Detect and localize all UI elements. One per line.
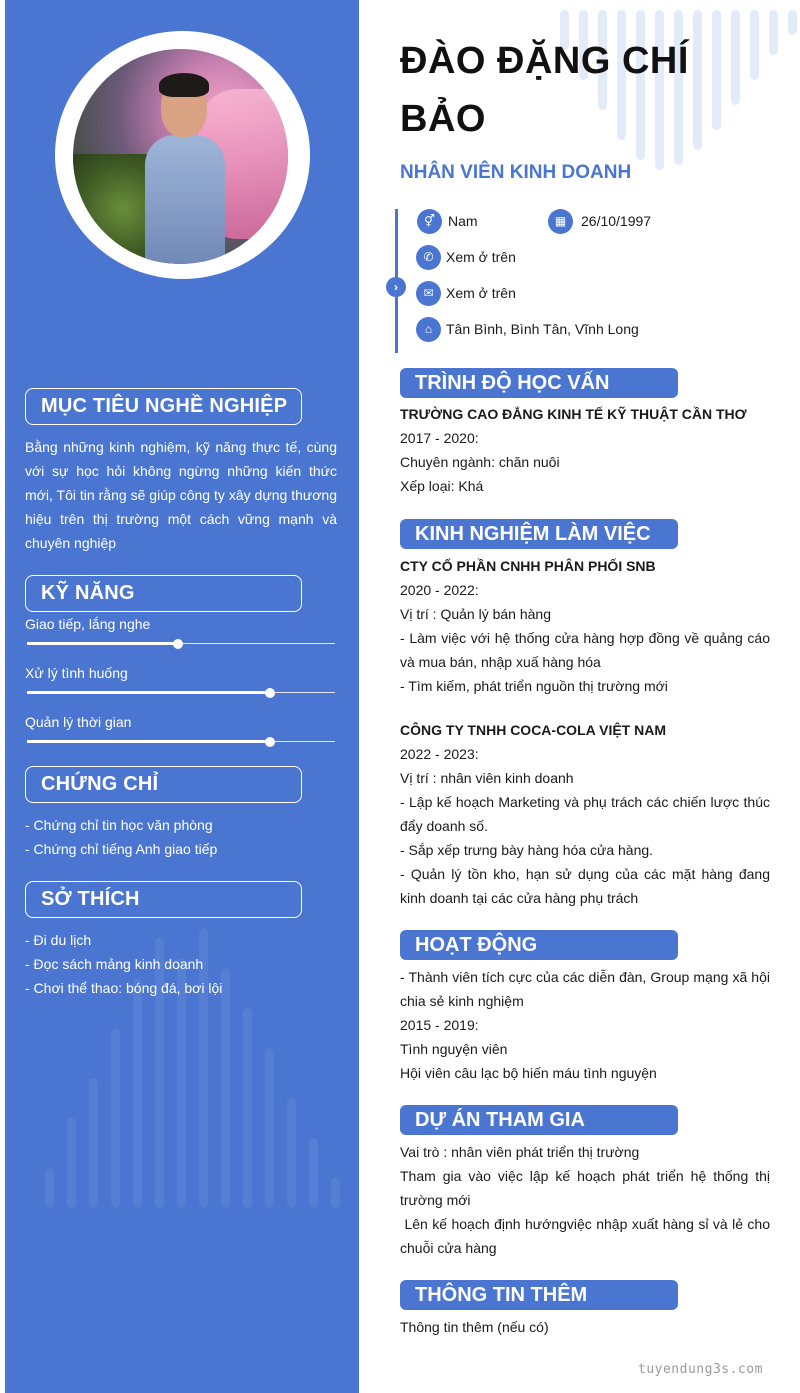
list-item: - Đi du lịch xyxy=(25,932,92,948)
skill-label: Quản lý thời gian xyxy=(25,714,132,730)
list-item: - Chứng chỉ tin học văn phòng xyxy=(25,817,213,833)
phone-value: Xem ở trên xyxy=(446,249,516,265)
hobbies-title: SỞ THÍCH xyxy=(25,881,302,918)
job-duty: - Lập kế hoạch Marketing và phụ trách các chiến lược thúc đẩy doanh số. xyxy=(400,794,770,834)
projects-title: DỰ ÁN THAM GIA xyxy=(400,1105,678,1135)
gender-value: Nam xyxy=(448,213,478,229)
candidate-name xyxy=(400,32,730,148)
phone-icon: ✆ xyxy=(416,245,441,270)
list-item: - Đọc sách mảng kinh doanh xyxy=(25,956,204,972)
birthday-value: 26/10/1997 xyxy=(581,213,652,229)
job-position: NHÂN VIÊN KINH DOANH xyxy=(400,162,632,183)
job-role: Vị trí : Quản lý bán hàng xyxy=(400,606,551,622)
avatar-frame xyxy=(55,31,310,279)
skill-bar xyxy=(27,643,335,644)
email-value: Xem ở trên xyxy=(446,285,516,301)
calendar-icon: ▦ xyxy=(548,209,573,234)
name-line: ĐÀO ĐẶNG CHÍ xyxy=(400,40,689,82)
job-duty: - Sắp xếp trưng bày hàng hóa cửa hàng. xyxy=(400,842,654,858)
education-grade: Xếp loại: Khá xyxy=(400,478,484,494)
skill-bar xyxy=(27,741,335,742)
certificates-list xyxy=(25,813,337,861)
list-item: - Chơi thể thao: bóng đá, bơi lội xyxy=(25,980,223,996)
job-period: 2022 - 2023: xyxy=(400,746,479,762)
objective-title: MỤC TIÊU NGHỀ NGHIỆP xyxy=(25,388,302,425)
activities-block xyxy=(400,965,770,1085)
activities-title: HOẠT ĐỘNG xyxy=(400,930,678,960)
certificates-title: CHỨNG CHỈ xyxy=(25,766,302,803)
gender-icon: ⚥ xyxy=(417,209,442,234)
education-major: Chuyên ngành: chăn nuôi xyxy=(400,454,560,470)
objective-text: Bằng những kinh nghiệm, kỹ năng thực tế, cùng với sự học hỏi không ngừng những kiến thức mới, Tôi tin rằng sẽ giúp công ty xây dựng thương hiệu trên thị trường một cách vững mạnh và chuyên nghiệp xyxy=(25,439,337,551)
sidebar xyxy=(5,0,359,1393)
activity-line: Tình nguyện viên xyxy=(400,1041,508,1057)
company-name: CTY CỔ PHẦN CNHH PHÂN PHỐI SNB xyxy=(400,558,656,574)
activity-line: - Thành viên tích cực của các diễn đàn, Group mạng xã hội chia sẻ kinh nghiệm xyxy=(400,969,770,1009)
hobbies-list xyxy=(25,928,337,1000)
mail-icon: ✉ xyxy=(416,281,441,306)
activity-period: 2015 - 2019: xyxy=(400,1017,479,1033)
list-item: - Chứng chỉ tiếng Anh giao tiếp xyxy=(25,841,218,857)
name-line: BẢO xyxy=(400,98,486,140)
watermark: tuyendung3s.com xyxy=(638,1362,763,1377)
project-line: Vai trò : nhân viên phát triển thị trường xyxy=(400,1144,640,1160)
avatar xyxy=(73,49,288,264)
project-line: Lên kế hoạch định hướngviệc nhập xuất hàng sỉ và lẻ cho chuỗi cửa hàng xyxy=(400,1216,774,1256)
skill-label: Xử lý tình huống xyxy=(25,665,128,681)
job-duty: - Làm việc với hệ thống cửa hàng hợp đồng về quảng cáo và mua bán, nhập xuấ hàng hóa xyxy=(400,630,770,670)
skill-bar xyxy=(27,692,335,693)
education-period: 2017 - 2020: xyxy=(400,430,479,446)
extra-info-title: THÔNG TIN THÊM xyxy=(400,1280,678,1310)
school-name: TRƯỜNG CAO ĐẲNG KINH TẾ KỸ THUẬT CẦN THƠ xyxy=(400,406,747,422)
skill-label: Giao tiếp, lắng nghe xyxy=(25,616,151,632)
job-block xyxy=(400,554,770,698)
education-title: TRÌNH ĐỘ HỌC VẤN xyxy=(400,368,678,398)
home-icon: ⌂ xyxy=(416,317,441,342)
job-period: 2020 - 2022: xyxy=(400,582,479,598)
activity-line: Hội viên câu lạc bộ hiến máu tình nguyện xyxy=(400,1065,657,1081)
job-role: Vị trí : nhân viên kinh doanh xyxy=(400,770,574,786)
experience-title: KINH NGHIỆM LÀM VIỆC xyxy=(400,519,678,549)
extra-info-text: Thông tin thêm (nếu có) xyxy=(400,1319,549,1335)
chevron-right-icon[interactable]: › xyxy=(386,277,406,297)
company-name: CÔNG TY TNHH COCA-COLA VIỆT NAM xyxy=(400,722,666,738)
skills-title: KỸ NĂNG xyxy=(25,575,302,612)
education-block xyxy=(400,402,770,498)
project-line: Tham gia vào việc lập kế hoạch phát triển hệ thống thị trường mới xyxy=(400,1168,770,1208)
job-block xyxy=(400,718,770,910)
address-value: Tân Bình, Bình Tân, Vĩnh Long xyxy=(446,321,639,337)
projects-block xyxy=(400,1140,774,1260)
job-duty: - Quản lý tồn kho, hạn sử dụng của các mặt hàng đang kinh doanh tại các cửa hàng phụ trách xyxy=(400,866,770,906)
job-duty: - Tìm kiếm, phát triển nguồn thị trường mới xyxy=(400,678,668,694)
